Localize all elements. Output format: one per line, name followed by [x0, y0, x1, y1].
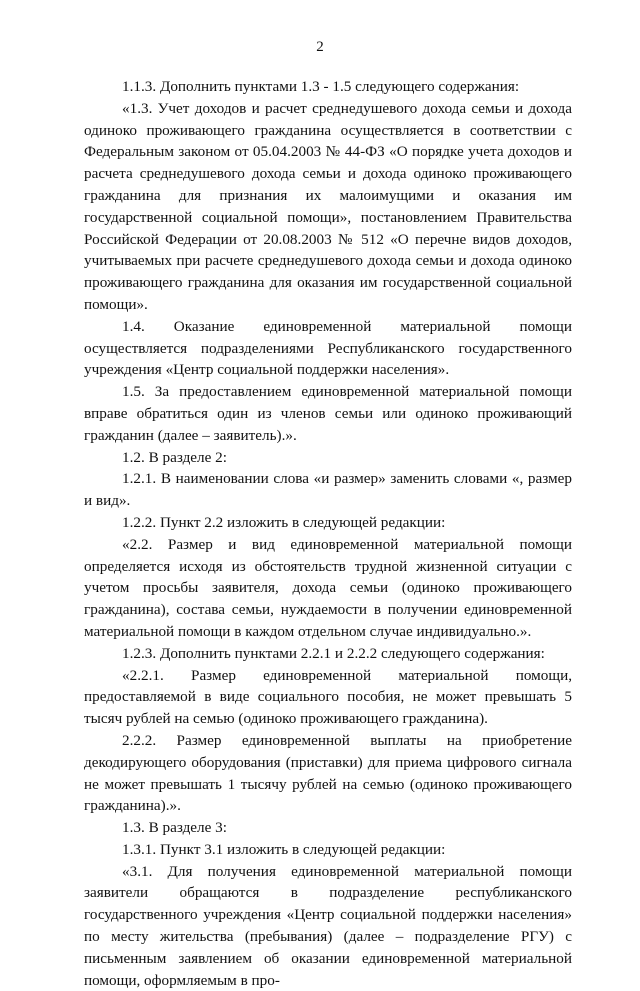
paragraph-2-2-2-decoder-payment-limit: 2.2.2. Размер единовременной выплаты на приобретение декодирующего оборудования (приставки) для приема цифрового сигнала не может превышать 1 тысячу рублей на семью (одиноко проживающего гражданина).». — [84, 731, 572, 815]
page-number: 2 — [316, 39, 324, 55]
paragraph-1-3-section-3: 1.3. В разделе 3: — [122, 819, 227, 837]
paragraph-3-1-application-procedure: «3.1. Для получения единовременной материальной помощи заявители обращаются в подразделение республиканского государственного учреждения «Центр социальной поддержки населения» по месту жительства (пребывания) (далее – подразделение РГУ) с письменным заявлением об оказании единовременной материальной помощи, оформляемым в про- — [84, 862, 572, 989]
paragraph-1-1-3: 1.1.3. Дополнить пунктами 1.3 - 1.5 следующего содержания: — [122, 78, 520, 95]
paragraph-1-2-section-2: 1.2. В разделе 2: — [122, 448, 227, 466]
paragraph-1-3-income-accounting: «1.3. Учет доходов и расчет среднедушевого дохода семьи и дохода одиноко проживающего гражданина осуществляется в соответствии с Федеральным законом от 05.04.2003 № 44-ФЗ «О порядке учета доходов и расчета среднедушевого дохода семьи и дохода одиноко проживающего гражданина для признания их малоимущими и оказания им государственной социальной помощи», постановлением Правительства Российской Федерации от 20.08.2003 № 512 «О перечне видов доходов, учитываемых при расчете среднедушевого дохода семьи и дохода одиноко проживающего гражданина для оказания им государственной социальной помощи». — [84, 99, 572, 313]
paragraph-1-2-3-add-items: 1.2.3. Дополнить пунктами 2.2.1 и 2.2.2 следующего содержания: — [122, 644, 545, 662]
paragraph-2-2-1-social-benefit-limit: «2.2.1. Размер единовременной материальной помощи, предоставляемой в виде социального пособия, не может превышать 5 тысяч рублей на семью (одиноко проживающего гражданина). — [84, 666, 572, 728]
paragraph-1-3-1-item-3-1: 1.3.1. Пункт 3.1 изложить в следующей редакции: — [122, 840, 446, 858]
paragraph-2-2-amount-and-type: «2.2. Размер и вид единовременной материальной помощи определяется исходя из обстоятельств трудной жизненной ситуации с учетом просьбы заявителя, дохода семьи (одиноко проживающего гражданина), состава семьи, нуждаемости в получении единовременной материальной помощи в каждом отдельном случае индивидуально.». — [84, 535, 572, 640]
paragraph-1-4-assistance-provider: 1.4. Оказание единовременной материальной помощи осуществляется подразделениями Республиканского государственного учреждения «Центр социальной поддержки населения». — [84, 317, 572, 379]
paragraph-1-2-1-title-change: 1.2.1. В наименовании слова «и размер» заменить словами «, размер и вид». — [84, 470, 572, 510]
paragraph-1-5-applicant: 1.5. За предоставлением единовременной материальной помощи вправе обратиться один из членов семьи или одиноко проживающий гражданин (далее – заявитель).». — [84, 383, 572, 444]
paragraph-1-2-2-item-2-2: 1.2.2. Пункт 2.2 изложить в следующей редакции: — [122, 513, 446, 531]
document-body — [84, 76, 572, 991]
